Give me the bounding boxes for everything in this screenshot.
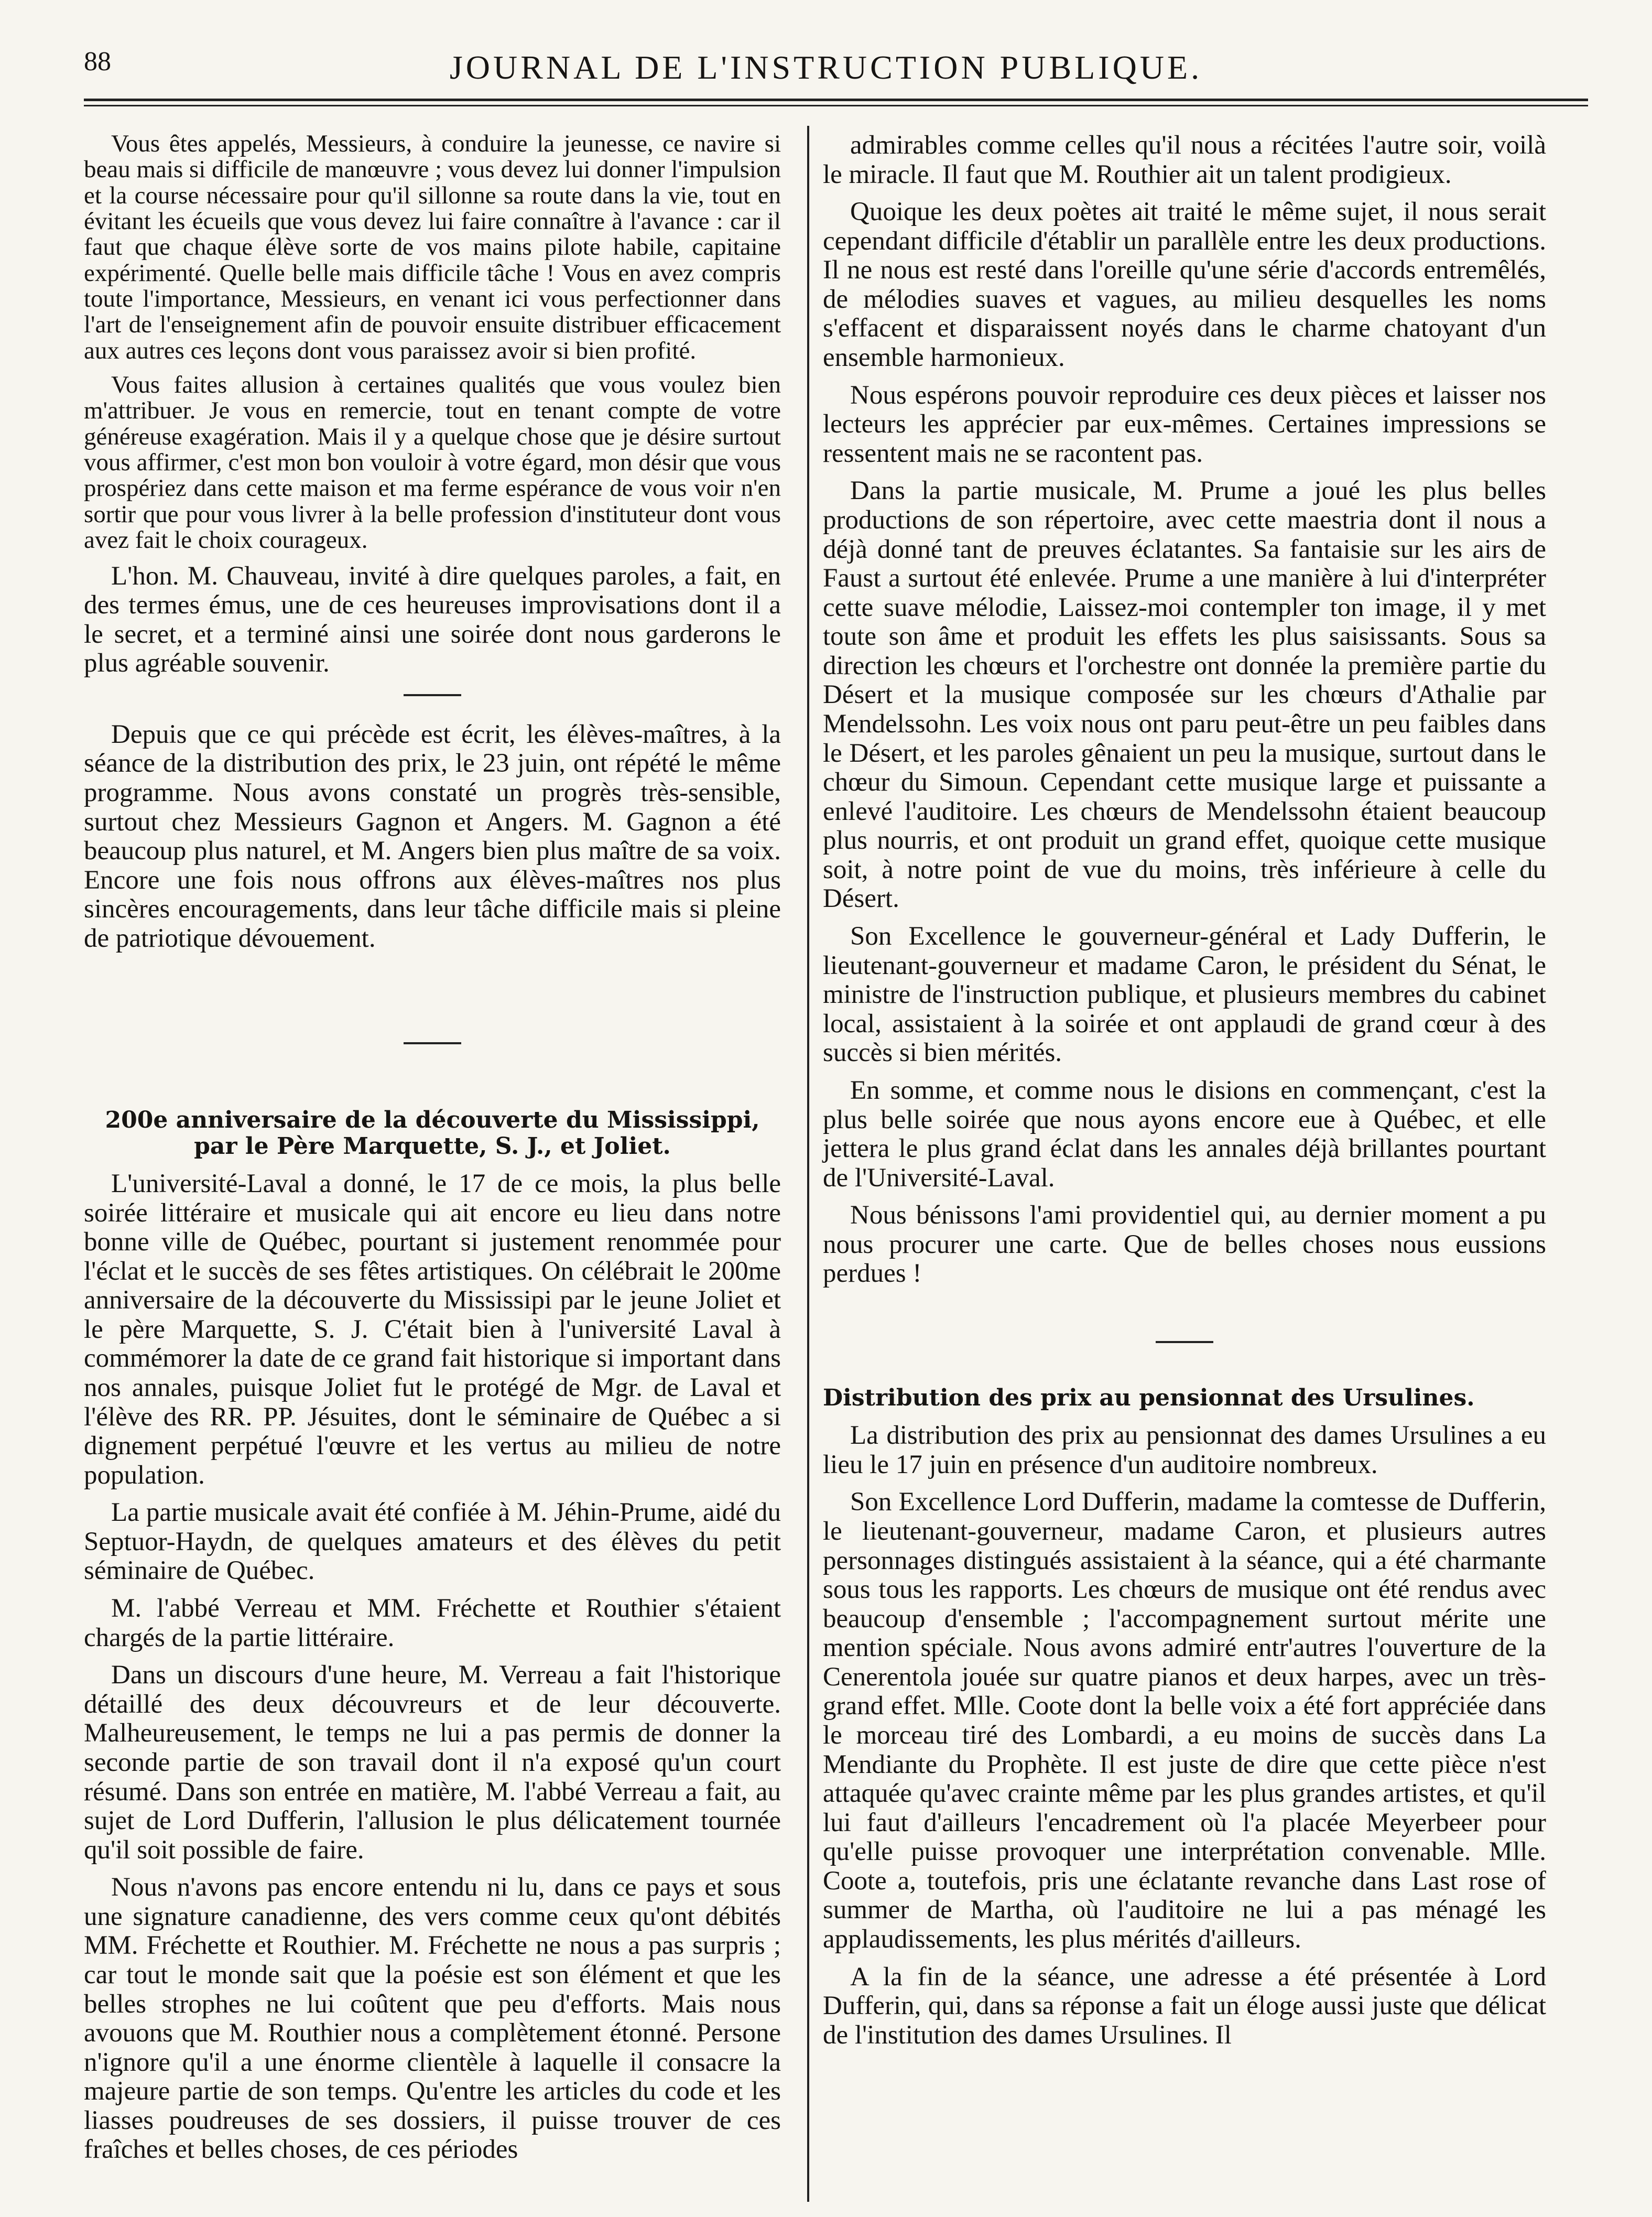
page-number: 88 xyxy=(84,47,111,77)
section-divider xyxy=(404,694,461,696)
header-rule xyxy=(84,99,1588,101)
running-head: JOURNAL DE L'INSTRUCTION PUBLIQUE. xyxy=(449,49,1203,86)
paragraph: Nous bénissons l'ami providentiel qui, au dernier moment a pu nous procurer une carte. Que de belles choses nous eussions perdues ! xyxy=(823,1201,1546,1289)
article-heading: Distribution des prix au pensionnat des Ursulines. xyxy=(823,1384,1475,1411)
paragraph: La distribution des prix au pensionnat des dames Ursulines a eu lieu le 17 juin en présence d'un auditoire nombreux. xyxy=(823,1421,1546,1479)
section-divider xyxy=(404,1042,461,1044)
left-column xyxy=(84,131,781,2173)
section-divider xyxy=(1156,1341,1213,1343)
paragraph: Dans la partie musicale, M. Prume a joué les plus belles productions de son répertoire, avec cette maestria dont il nous a déjà donné tant de preuves éclatantes. Sa fantaisie sur les airs de Faust a surtout été enlevée. Prume a une manière à lui d'interpréter cette suave mélodie, Laissez-moi contempler ton image, il y met toute son âme et produit les effets les plus saisissants. Sous sa direction les chœurs et l'orchestre ont donnée la première partie du Désert et la musique composée sur les chœurs d'Athalie par Mendelssohn. Les voix nous ont paru peut-être un peu faibles dans le Désert, et les paroles gênaient un peu la musique, surtout dans le chœur du Simoun. Cependant cette musique large et puissante a enlevé l'auditoire. Les chœurs de Mendelssohn étaient beaucoup plus nourris, et ont produit un grand effet, quoique cette musique soit, à notre point de vue du moins, très inférieure à celle du Désert. xyxy=(823,476,1546,914)
paragraph: Son Excellence le gouverneur-général et Lady Dufferin, le lieutenant-gouverneur et madame Caron, le président du Sénat, le ministre de l'instruction publique, et plusieurs membres du cabinet local, assistaient à la soirée et ont applaudi de grand cœur à des succès si bien mérités. xyxy=(823,922,1546,1068)
header-rule-double xyxy=(84,105,1588,106)
paragraph: En somme, et comme nous le disions en commençant, c'est la plus belle soirée que nous ayons encore eue à Québec, et elle jettera le plus grand éclat dans les annales déjà brillantes pourtant de l'Université-Laval. xyxy=(823,1075,1546,1193)
paragraph: admirables comme celles qu'il nous a récitées l'autre soir, voilà le miracle. Il faut que M. Routhier ait un talent prodigieux. xyxy=(823,131,1546,189)
paragraph: M. l'abbé Verreau et MM. Fréchette et Routhier s'étaient chargés de la partie littéraire. xyxy=(84,1594,781,1652)
column-separator xyxy=(807,126,809,2202)
paragraph: Nous espérons pouvoir reproduire ces deux pièces et laisser nos lecteurs les apprécier par eux-mêmes. Certaines impressions se ressentent mais ne se racontent pas. xyxy=(823,380,1546,468)
paragraph: L'université-Laval a donné, le 17 de ce mois, la plus belle soirée littéraire et musicale qui ait encore eu lieu dans notre bonne ville de Québec, pourtant si justement renommée pour l'éclat et le succès de ses fêtes artistiques. On célébrait le 200me anniversaire de la découverte du Mississipi par le jeune Joliet et le père Marquette, S. J. C'était bien à l'université Laval à commémorer la date de ce grand fait historique si important dans nos annales, puisque Joliet fut le protégé de Mgr. de Laval et l'élève des RR. PP. Jésuites, dont le séminaire de Québec a si dignement perpétué l'œuvre et les vertus au milieu de notre population. xyxy=(84,1169,781,1490)
article-heading: 200e anniversaire de la découverte du Mississippi, par le Père Marquette, S. J., et Joliet. xyxy=(105,1107,760,1160)
paragraph: La partie musicale avait été confiée à M. Jéhin-Prume, aidé du Septuor-Haydn, de quelques amateurs et des élèves du petit séminaire de Québec. xyxy=(84,1498,781,1586)
paragraph: Vous faites allusion à certaines qualités que vous voulez bien m'attribuer. Je vous en remercie, tout en tenant compte de votre généreuse exagération. Mais il y a quelque chose que je désire surtout vous affirmer, c'est mon bon vouloir à votre égard, mon désir que vous prospériez dans cette maison et ma ferme espérance de vous voir n'en sortir que pour vous livrer à la belle profession d'instituteur dont vous avez fait le choix courageux. xyxy=(84,371,781,554)
paragraph: Vous êtes appelés, Messieurs, à conduire la jeunesse, ce navire si beau mais si difficile de manœuvre ; vous devez lui donner l'impulsion et la course nécessaire pour qu'il sillonne sa route dans la vie, tout en évitant les écueils que vous devez lui faire connaître à l'avance : car il faut que chaque élève sorte de vos mains pilote habile, capitaine expérimenté. Quelle belle mais difficile tâche ! Vous en avez compris toute l'importance, Messieurs, en venant ici vous perfectionner dans l'art de l'enseignement afin de pouvoir ensuite distribuer efficacement aux autres ces leçons dont vous paraissez avoir si bien profité. xyxy=(84,130,781,364)
paragraph: Dans un discours d'une heure, M. Verreau a fait l'historique détaillé des deux découvreurs et de leur découverte. Malheureusement, le temps ne lui a pas permis de donner la seconde partie de son travail dont il n'a exposé qu'un court résumé. Dans son entrée en matière, M. l'abbé Verreau a fait, au sujet de Lord Dufferin, l'allusion le plus délicatement tournée qu'il soit possible de faire. xyxy=(84,1660,781,1865)
paragraph: Son Excellence Lord Dufferin, madame la comtesse de Dufferin, le lieutenant-gouverneur, madame Caron, et plusieurs autres personnages distingués assistaient à la séance, qui a été charmante sous tous les rapports. Les chœurs de musique ont été rendus avec beaucoup d'ensemble ; l'accompagnement surtout mérite une mention spéciale. Nous avons admiré entr'autres l'ouverture de la Cenerentola jouée sur quatre pianos et deux harpes, avec un très-grand effet. Mlle. Coote dont la belle voix a été fort appréciée dans le morceau tiré des Lombardi, a eu moins de succès dans La Mendiante du Prophète. Il est juste de dire que cette pièce n'est attaquée qu'avec crainte même par les plus grandes artistes, et qu'il lui faut d'ailleurs l'encadrement où l'a placée Meyerbeer pour qu'elle puisse provoquer une interprétation convenable. Mlle. Coote a, toutefois, pris une éclatante revanche dans Last rose of summer de Martha, où l'auditoire ne lui a pas ménagé les applaudissements, les plus mérités d'ailleurs. xyxy=(823,1487,1546,1954)
paragraph: Depuis que ce qui précède est écrit, les élèves-maîtres, à la séance de la distribution des prix, le 23 juin, ont répété le même programme. Nous avons constaté un progrès très-sensible, surtout chez Messieurs Gagnon et Angers. M. Gagnon a été beaucoup plus naturel, et M. Angers bien plus maître de sa voix. Encore une fois nous offrons aux élèves-maîtres nos plus sincères encouragements, dans leur tâche difficile mais si pleine de patriotique dévouement. xyxy=(84,719,781,953)
paragraph: Quoique les deux poètes ait traité le même sujet, il nous serait cependant difficile d'établir un parallèle entre les deux productions. Il ne nous est resté dans l'oreille qu'une série d'accords entremêlés, de mélodies suaves et vagues, au milieu desquelles les noms s'effacent et disparaissent noyés dans le charme chatoyant d'un ensemble harmonieux. xyxy=(823,197,1546,373)
right-column xyxy=(823,131,1546,2058)
paragraph: Nous n'avons pas encore entendu ni lu, dans ce pays et sous une signature canadienne, des vers comme ceux qu'ont débités MM. Fréchette et Routhier. M. Fréchette ne nous a pas surpris ; car tout le monde sait que la poésie est son élément et que les belles strophes ne lui coûtent que peu d'efforts. Mais nous avouons que M. Routhier nous a complètement étonné. Persone n'ignore qu'il a une énorme clientèle à laquelle il consacre la majeure partie de son temps. Qu'entre les articles du code et les liasses poudreuses de ses dossiers, il puisse trouver de ces fraîches et belles choses, de ces périodes xyxy=(84,1873,781,2165)
paragraph: L'hon. M. Chauveau, invité à dire quelques paroles, a fait, en des termes émus, une de ces heureuses improvisations dont il a le secret, et a terminé ainsi une soirée dont nous garderons le plus agréable souvenir. xyxy=(84,561,781,678)
paragraph: A la fin de la séance, une adresse a été présentée à Lord Dufferin, qui, dans sa réponse a fait un éloge aussi juste que délicat de l'institution des dames Ursulines. Il xyxy=(823,1962,1546,2050)
